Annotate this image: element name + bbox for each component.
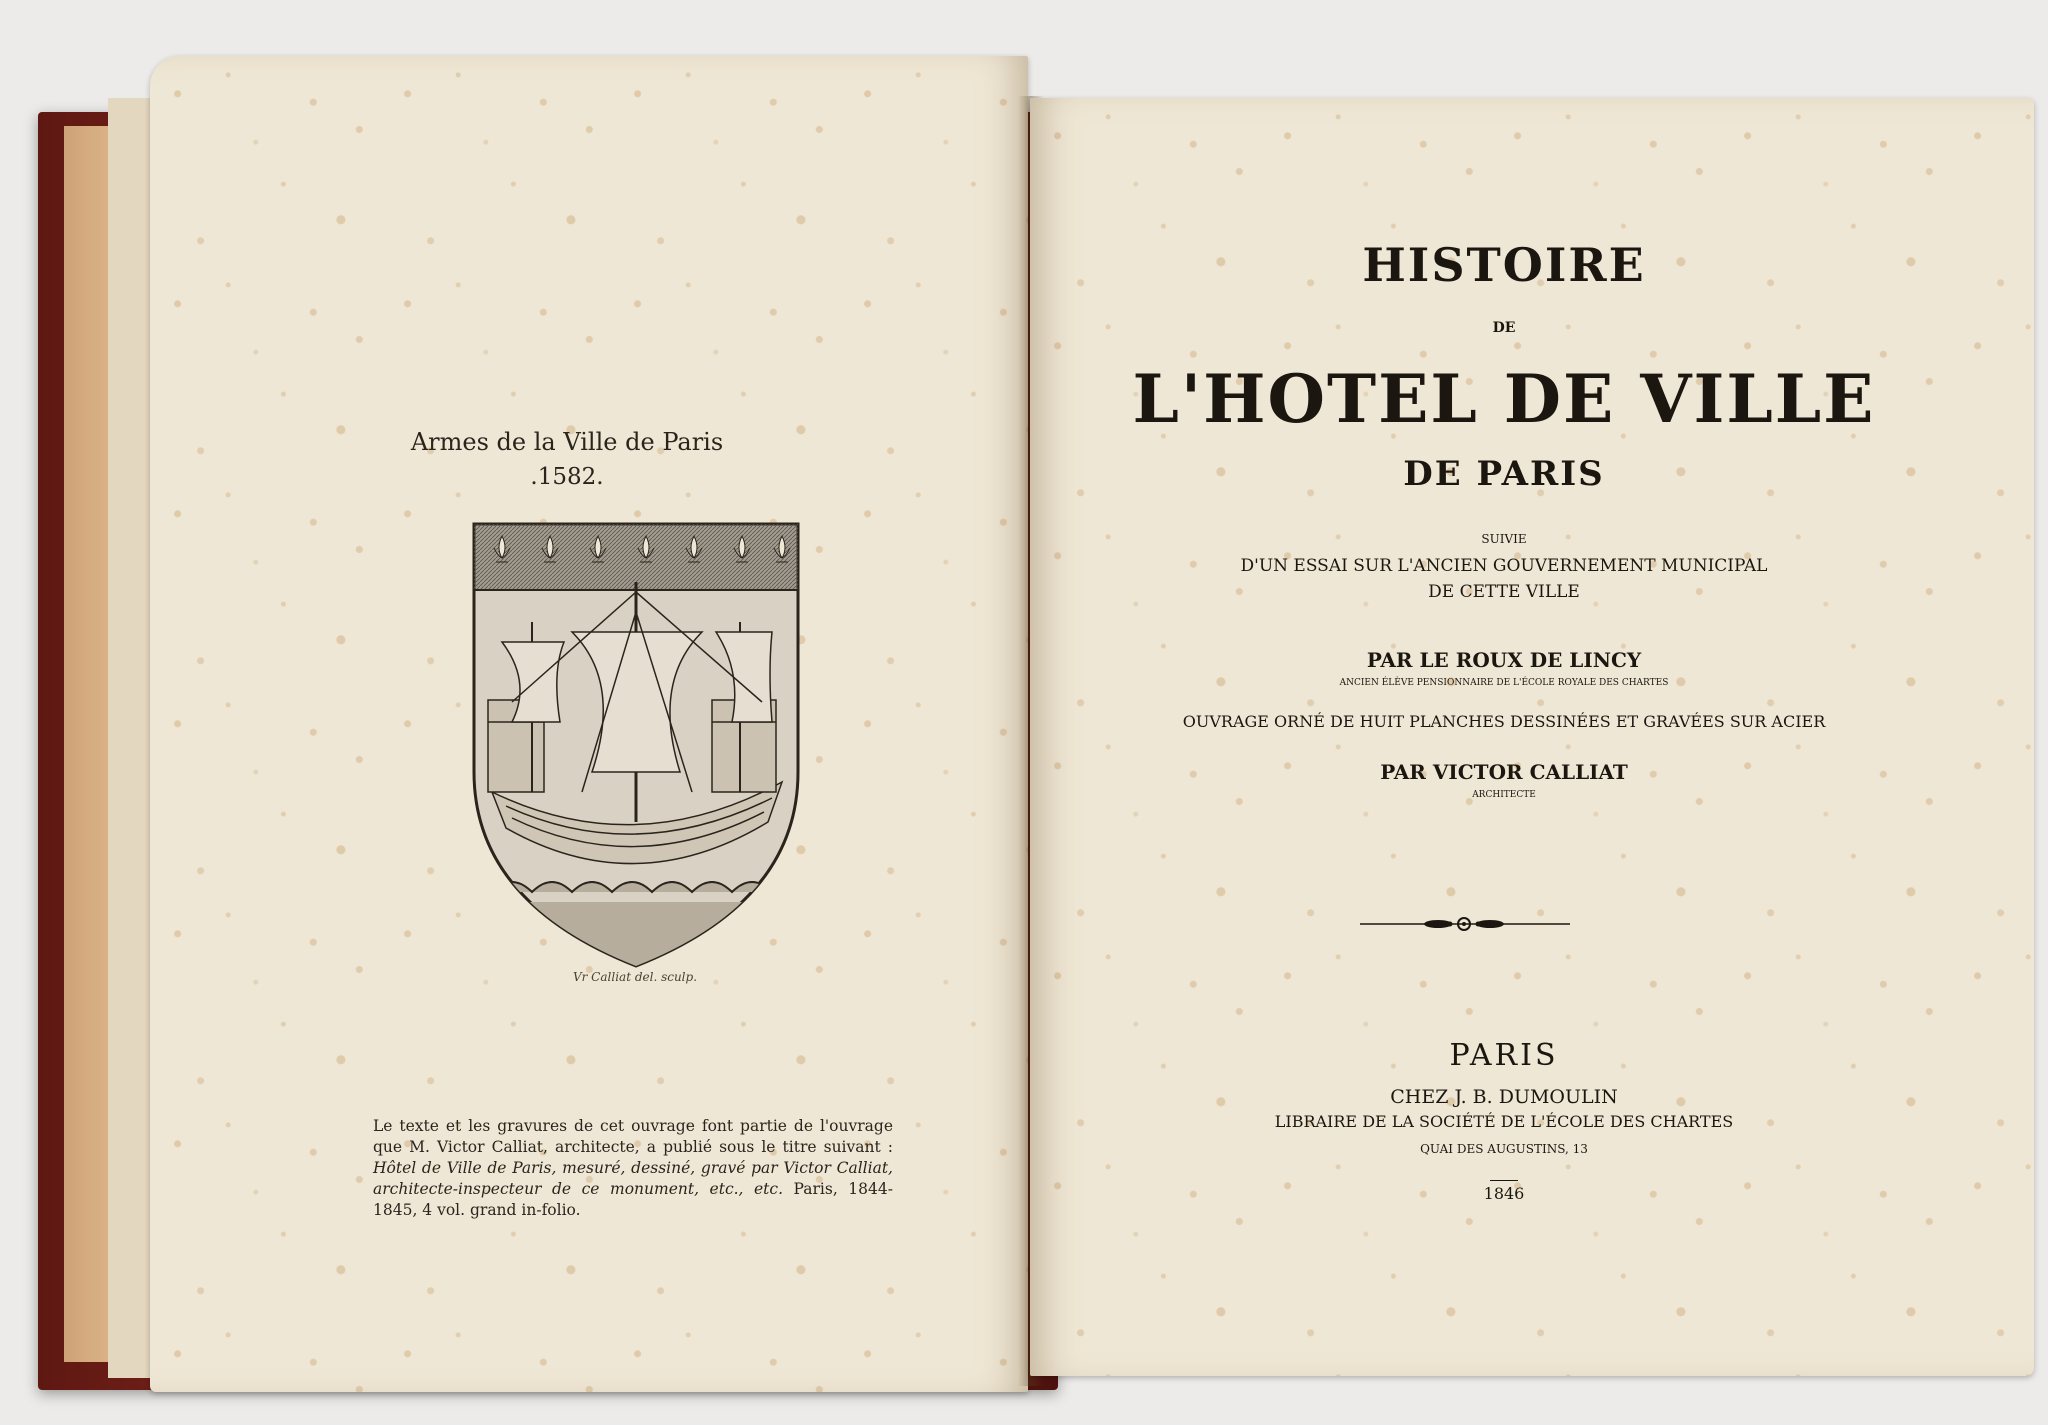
publisher-description: LIBRAIRE DE LA SOCIÉTÉ DE L'ÉCOLE DES CHARTES (1274, 1112, 1734, 1131)
author: PAR LE ROUX DE LINCY (1366, 648, 1642, 672)
subtitle-essai-line2: DE CETTE VILLE (1428, 582, 1580, 602)
title-ornament-rule-icon (1360, 912, 1570, 940)
left-page-frontispiece (150, 56, 1028, 1392)
publisher: CHEZ J. B. DUMOULIN (1390, 1086, 1618, 1108)
imprint-city: PARIS (1449, 1038, 1559, 1073)
publication-year: 1846 (1483, 1184, 1525, 1203)
right-page-title-page (1030, 98, 2034, 1376)
notice-text-italic: Hôtel de Ville de Paris, mesuré, dessiné, gravé par Victor Calliat, architecte-inspecteur de ce monument, etc., etc. (373, 1159, 893, 1198)
publication-notice (373, 1116, 893, 1221)
ouvrage-note: OUVRAGE ORNÉ DE HUIT PLANCHES DESSINÉES ET GRAVÉES SUR ACIER (1182, 712, 1826, 731)
publisher-address: QUAI DES AUGUSTINS, 13 (1420, 1142, 1588, 1156)
coat-of-arms-paris-ship-icon (472, 522, 800, 972)
title-de-paris: DE PARIS (1403, 454, 1605, 494)
title-hotel-de-ville: L'HOTEL DE VILLE (1132, 360, 1876, 438)
author-note: ANCIEN ÉLÈVE PENSIONNAIRE DE L'ÉCOLE ROYALE DES CHARTES (1339, 678, 1669, 688)
plate-title: Armes de la Ville de Paris (410, 428, 724, 456)
subtitle-essai-line1: D'UN ESSAI SUR L'ANCIEN GOUVERNEMENT MUNICIPAL (1240, 556, 1768, 576)
illustrator-role: ARCHITECTE (1472, 790, 1536, 800)
subtitle-suivie: SUIVIE (1481, 532, 1527, 546)
title-histoire: HISTOIRE (1362, 238, 1646, 292)
title-de: DE (1492, 320, 1516, 336)
illustrator: PAR VICTOR CALLIAT (1380, 760, 1628, 784)
notice-text-part1: Le texte et les gravures de cet ouvrage font partie de l'ouvrage que M. Victor Calliat, architecte, a publié sous le titre suivant : (373, 1117, 893, 1156)
plate-year: .1582. (530, 464, 604, 490)
engraver-signature: Vr Calliat del. sculp. (572, 970, 698, 984)
notice-text-part2: Paris, 1844-1845, 4 vol. grand in-folio. (373, 1180, 893, 1219)
